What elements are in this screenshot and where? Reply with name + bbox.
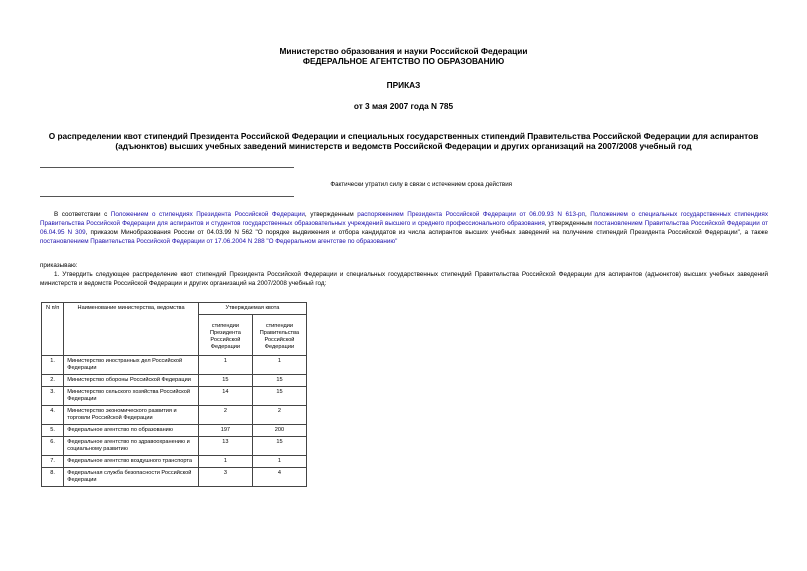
- table-row: [42, 437, 307, 456]
- col-header-president: стипендии Президента Российской Федерации: [198, 315, 252, 356]
- row-government-quota: 1: [252, 356, 306, 375]
- row-government-quota: 200: [252, 425, 306, 437]
- row-ministry-name: Федеральная служба безопасности Российской Федерации: [64, 468, 199, 487]
- doc-type: ПРИКАЗ: [386, 80, 421, 90]
- row-ministry-name: Министерство обороны Российской Федерации: [64, 375, 199, 387]
- col-header-quota: Утверждаемая квота: [198, 303, 306, 315]
- row-ministry-name: Федеральное агентство по здравоохранению и социальному развитию: [64, 437, 199, 456]
- table-row: [42, 356, 307, 375]
- row-ministry-name: Министерство сельского хозяйства Российской Федерации: [64, 387, 199, 406]
- row-president-quota: 13: [198, 437, 252, 456]
- link-president-order-613[interactable]: распоряжением Президента Российской Федерации от 06.09.93 N 613-рп: [357, 211, 585, 218]
- row-number: 7.: [42, 456, 64, 468]
- agency-name: ФЕДЕРАЛЬНОЕ АГЕНТСТВО ПО ОБРАЗОВАНИЮ: [302, 56, 505, 66]
- link-government-decree-309[interactable]: постановлением Правительства Российской Федерации от 06.04.95 N 309: [40, 220, 768, 236]
- row-president-quota: 3: [198, 468, 252, 487]
- preamble-paragraph: [40, 210, 768, 246]
- ministry-name: Министерство образования и науки Российской Федерации: [279, 46, 528, 56]
- table-row: [42, 387, 307, 406]
- row-number: 2.: [42, 375, 64, 387]
- divider-top: [40, 167, 294, 168]
- status-note: Фактически утратил силу в связи с истечением срока действия: [330, 181, 512, 188]
- doc-date-number: от 3 мая 2007 года N 785: [353, 101, 454, 111]
- item-1: 1. Утвердить следующее распределение квот стипендий Президента Российской Федерации и специальных государственных стипендий Правительства Российской Федерации для аспирантов (адъюнктов) высших учебных заведений министерств и ведомств Российской Федерации и других организаций на 2007/2008 учебный год:: [40, 271, 768, 287]
- row-number: 3.: [42, 387, 64, 406]
- row-government-quota: 1: [252, 456, 306, 468]
- col-header-num: N п/п: [42, 303, 64, 356]
- preamble-text: , утвержденным: [304, 211, 358, 218]
- link-president-stipend-regulation[interactable]: Положением о стипендиях Президента Российской Федерации: [110, 211, 305, 218]
- row-president-quota: 197: [198, 425, 252, 437]
- row-government-quota: 15: [252, 375, 306, 387]
- preamble-text: В соответствии с: [54, 211, 111, 218]
- row-government-quota: 15: [252, 387, 306, 406]
- preamble-text: , приказом Минобразования России от 04.03.99 N 562 "О порядке выдвижения и отбора кандидатов из числа аспирантов высших учебных заведений на получение стипендий Президента Российской Федерации", а также: [85, 229, 768, 236]
- col-header-name: Наименование министерства, ведомства: [64, 303, 199, 356]
- row-government-quota: 2: [252, 406, 306, 425]
- row-ministry-name: Министерство иностранных дел Российской Федерации: [64, 356, 199, 375]
- table-row: [42, 406, 307, 425]
- table-row: [42, 375, 307, 387]
- preamble-text: , утвержденным: [544, 220, 595, 227]
- doc-title: О распределении квот стипендий Президента Российской Федерации и специальных государственных стипендий Правительства Российской Федерации для аспирантов (адъюнктов) высших учебных заведений министерств и ведомств Российской Федерации и других организаций на 2007/2008 учебный год: [48, 131, 759, 151]
- row-president-quota: 1: [198, 456, 252, 468]
- row-ministry-name: Федеральное агентство по образованию: [64, 425, 199, 437]
- header-ministry-block: [0, 46, 807, 66]
- link-government-stipend-regulation[interactable]: Положением о специальных государственных стипендиях Правительства Российской Федерации для аспирантов и студентов государственных образовательных учреждений высшего и среднего профессионального образования: [40, 211, 768, 227]
- table-header-row: [42, 303, 307, 315]
- row-president-quota: 14: [198, 387, 252, 406]
- order-word: приказываю:: [40, 262, 78, 269]
- row-number: 5.: [42, 425, 64, 437]
- divider-bottom: [40, 196, 294, 197]
- row-number: 6.: [42, 437, 64, 456]
- table-row: [42, 468, 307, 487]
- preamble-text: ,: [584, 211, 591, 218]
- row-number: 4.: [42, 406, 64, 425]
- row-president-quota: 15: [198, 375, 252, 387]
- row-president-quota: 2: [198, 406, 252, 425]
- col-header-government: стипендии Правительства Российской Федерации: [252, 315, 306, 356]
- link-government-decree-288[interactable]: постановлением Правительства Российской Федерации от 17.06.2004 N 288 "О Федеральном агентстве по образованию": [40, 238, 398, 245]
- quota-table: [41, 302, 307, 487]
- row-number: 8.: [42, 468, 64, 487]
- row-ministry-name: Федеральное агентство воздушного транспорта: [64, 456, 199, 468]
- row-government-quota: 15: [252, 437, 306, 456]
- row-government-quota: 4: [252, 468, 306, 487]
- row-ministry-name: Министерство экономического развития и торговли Российской Федерации: [64, 406, 199, 425]
- row-president-quota: 1: [198, 356, 252, 375]
- table-row: [42, 456, 307, 468]
- row-number: 1.: [42, 356, 64, 375]
- table-row: [42, 425, 307, 437]
